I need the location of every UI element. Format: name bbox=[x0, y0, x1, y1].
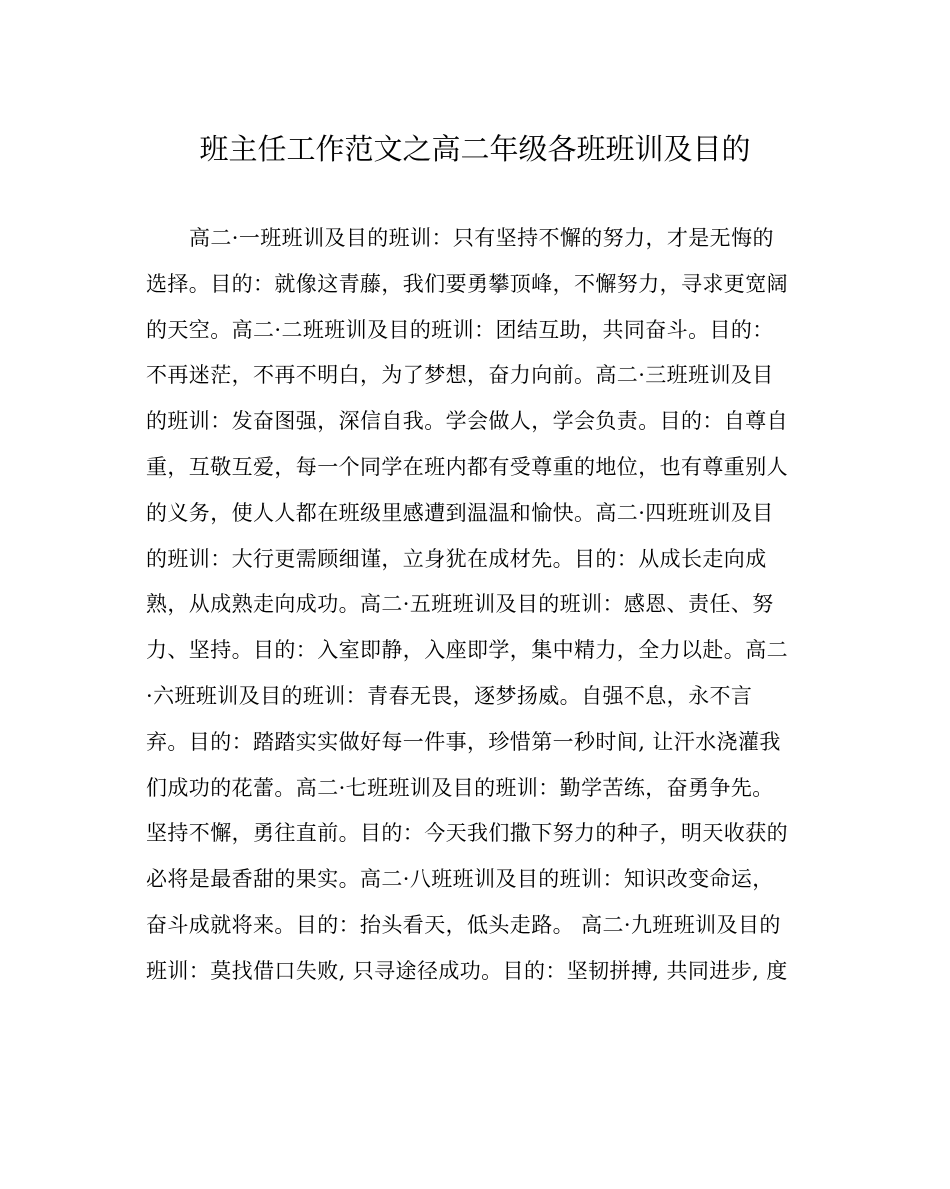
document-body bbox=[146, 222, 806, 1001]
body-line: ·六班班训及目的班训：青春无畏，逐梦扬威。自强不息，永不言 bbox=[146, 683, 753, 708]
body-line: 们成功的花蕾。高二·七班班训及目的班训：勤学苦练，奋勇争先。 bbox=[146, 775, 774, 800]
document-title: 班主任工作范文之高二年级各班班训及目的 bbox=[199, 132, 751, 166]
body-line: 重，互敬互爱，每一个同学在班内都有受尊重的地位，也有尊重别人 bbox=[146, 454, 788, 479]
body-line: 的班训：大行更需顾细谨，立身犹在成材先。目的：从成长走向成 bbox=[146, 546, 767, 571]
body-line: 的天空。高二·二班班训及目的班训：团结互助，共同奋斗。目的： bbox=[146, 317, 774, 342]
body-line: 弃。目的：踏踏实实做好每一件事，珍惜第一秒时间, 让汗水浇灌我 bbox=[146, 729, 781, 754]
body-line: 的义务，使人人都在班级里感遭到温温和愉快。高二·四班班训及目 bbox=[146, 500, 774, 525]
body-line: 的班训：发奋图强，深信自我。学会做人，学会负责。目的：自尊自 bbox=[146, 409, 788, 434]
body-line: 必将是最香甜的果实。高二·八班班训及目的班训：知识改变命运， bbox=[146, 867, 774, 892]
body-line: 坚持不懈，勇往直前。目的：今天我们撒下努力的种子，明天收获的 bbox=[146, 821, 788, 846]
body-line: 力、坚持。目的：入室即静，入座即学，集中精力，全力以赴。高二 bbox=[146, 638, 788, 663]
body-line: 熟，从成熟走向成功。高二·五班班训及目的班训：感恩、责任、努 bbox=[146, 592, 774, 617]
body-line: 不再迷茫，不再不明白，为了梦想，奋力向前。高二·三班班训及目 bbox=[146, 363, 774, 388]
body-line: 奋斗成就将来。目的：抬头看天，低头走路。 高二·九班班训及目的 bbox=[146, 912, 781, 937]
body-line: 选择。目的：就像这青藤，我们要勇攀顶峰，不懈努力，寻求更宽阔 bbox=[146, 271, 788, 296]
body-line: 高二·一班班训及目的班训：只有坚持不懈的努力，才是无悔的 bbox=[189, 226, 774, 250]
body-line: 班训：莫找借口失败, 只寻途径成功。目的：坚韧拼搏, 共同进步, 度 bbox=[146, 958, 788, 983]
